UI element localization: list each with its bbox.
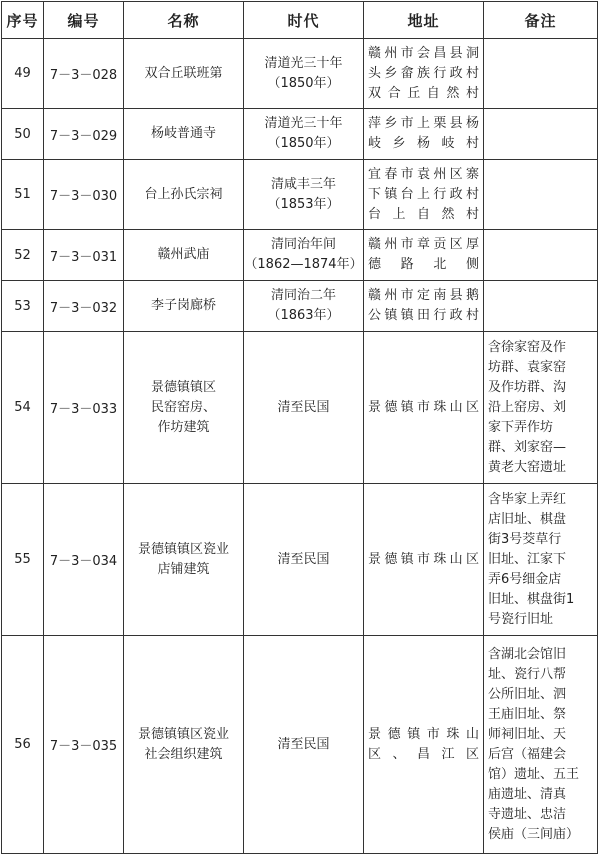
name-cell xyxy=(124,484,244,636)
cell-line: 民窑窑房、 xyxy=(150,399,216,415)
code-cell: 7－3－032 xyxy=(44,281,124,332)
header-name: 名称 xyxy=(124,2,244,39)
header-serial: 序号 xyxy=(2,2,44,39)
code-cell: 7－3－030 xyxy=(44,160,124,230)
era-cell xyxy=(244,230,364,281)
cell-line: 清同治二年 xyxy=(270,288,336,303)
cell-line: 景德镇镇区瓷业 xyxy=(137,726,229,742)
cell-line: 双合丘自然村 xyxy=(368,85,479,101)
cell-line: 店旧址、棋盘 xyxy=(488,511,567,527)
serial-cell: 55 xyxy=(2,484,44,636)
notes-cell xyxy=(484,636,598,854)
code-cell: 7－3－031 xyxy=(44,230,124,281)
cell-line: 庙遗址、清真 xyxy=(488,786,567,802)
cell-line: 杨岐普通寺 xyxy=(150,126,216,141)
code-cell: 7－3－034 xyxy=(44,484,124,636)
era-cell xyxy=(244,39,364,109)
cell-line: 街3号茭草行 xyxy=(488,531,562,547)
serial-cell: 49 xyxy=(2,39,44,109)
cell-line: 清至民国 xyxy=(277,399,330,415)
notes-cell xyxy=(484,332,598,484)
notes-cell xyxy=(484,230,598,281)
address-cell xyxy=(364,484,484,636)
cell-line: 清同治年间 xyxy=(270,237,336,252)
address-cell xyxy=(364,160,484,230)
table-row xyxy=(2,636,598,854)
name-cell xyxy=(124,230,244,281)
cell-line: 清道光三十年 xyxy=(264,55,343,71)
cell-line: 店铺建筑 xyxy=(157,561,210,577)
cell-line: 含湖北会馆旧 xyxy=(488,646,567,662)
table-row xyxy=(2,230,598,281)
cell-line: 黄老大窑遗址 xyxy=(488,459,567,475)
cell-line: 德路北侧 xyxy=(368,257,479,272)
cell-line: 赣州市会昌县洞 xyxy=(368,45,479,61)
table-row xyxy=(2,109,598,160)
era-cell xyxy=(244,332,364,484)
address-cell xyxy=(364,636,484,854)
cell-line: 头乡畲族行政村 xyxy=(368,65,479,81)
code-cell: 7－3－035 xyxy=(44,636,124,854)
cell-line: 景德镇镇区瓷业 xyxy=(137,541,229,557)
cell-line: （1853年） xyxy=(267,196,340,212)
cell-line: 赣州市章贡区厚 xyxy=(368,237,479,252)
header-era: 时代 xyxy=(244,2,364,39)
cell-line: 号瓷行旧址 xyxy=(488,611,554,627)
era-cell xyxy=(244,160,364,230)
cell-line: 坊群、袁家窑 xyxy=(488,359,567,375)
cell-line: 李子岗廊桥 xyxy=(150,298,216,313)
cell-line: 萍乡市上栗县杨 xyxy=(368,116,479,131)
serial-cell: 51 xyxy=(2,160,44,230)
cell-line: 清道光三十年 xyxy=(264,116,343,131)
cell-line: 馆）遗址、五王 xyxy=(488,766,580,782)
cell-line: 含徐家窑及作 xyxy=(488,339,567,355)
table-row xyxy=(2,160,598,230)
serial-cell: 54 xyxy=(2,332,44,484)
serial-cell: 56 xyxy=(2,636,44,854)
code-cell: 7－3－029 xyxy=(44,109,124,160)
cell-line: 家下弄作坊 xyxy=(488,419,554,435)
serial-cell: 52 xyxy=(2,230,44,281)
address-cell xyxy=(364,109,484,160)
cell-line: （1862—1874年） xyxy=(244,257,363,272)
cell-line: 后宫（福建会 xyxy=(488,746,567,762)
cell-line: 弄6号细金店 xyxy=(488,571,562,587)
cell-line: 旧址、棋盘街1 xyxy=(488,591,575,607)
cell-line: 下镇台上行政村 xyxy=(368,186,479,202)
address-cell xyxy=(364,332,484,484)
cell-line: 公所旧址、泗 xyxy=(488,686,567,702)
era-cell xyxy=(244,636,364,854)
name-cell xyxy=(124,160,244,230)
address-cell xyxy=(364,39,484,109)
cell-line: （1850年） xyxy=(267,136,340,151)
cell-line: 清至民国 xyxy=(277,736,330,752)
table-row xyxy=(2,39,598,109)
cell-line: （1850年） xyxy=(267,75,340,91)
cell-line: 侯庙（三间庙） xyxy=(488,826,580,842)
code-cell: 7－3－033 xyxy=(44,332,124,484)
cell-line: 清咸丰三年 xyxy=(270,176,336,192)
cell-line: 清至民国 xyxy=(277,551,330,567)
address-cell xyxy=(364,230,484,281)
header-address: 地址 xyxy=(364,2,484,39)
name-cell xyxy=(124,332,244,484)
header-notes: 备注 xyxy=(484,2,598,39)
notes-cell xyxy=(484,109,598,160)
code-cell: 7－3－028 xyxy=(44,39,124,109)
cell-line: 王庙旧址、祭 xyxy=(488,706,567,722)
serial-cell: 53 xyxy=(2,281,44,332)
name-cell xyxy=(124,281,244,332)
cell-line: 旧址、江家下 xyxy=(488,551,567,567)
table-row xyxy=(2,332,598,484)
cell-line: 沿上窑房、刘 xyxy=(488,399,567,415)
era-cell xyxy=(244,109,364,160)
cell-line: 址、瓷行八帮 xyxy=(488,666,567,682)
cell-line: 赣州市定南县鹅 xyxy=(368,288,479,303)
era-cell xyxy=(244,484,364,636)
address-cell xyxy=(364,281,484,332)
cell-line: （1863年） xyxy=(267,308,340,323)
notes-cell xyxy=(484,484,598,636)
table-row xyxy=(2,281,598,332)
cell-line: 及作坊群、沟 xyxy=(488,379,567,395)
notes-cell xyxy=(484,281,598,332)
cell-line: 区、昌江区 xyxy=(368,746,479,762)
cell-line: 景德镇市珠山区 xyxy=(368,399,479,415)
cell-line: 双合丘联班第 xyxy=(144,65,223,81)
header-row xyxy=(2,2,598,39)
name-cell xyxy=(124,636,244,854)
cell-line: 台上孙氏宗祠 xyxy=(144,186,223,202)
table-row xyxy=(2,484,598,636)
cell-line: 宜春市袁州区寨 xyxy=(368,166,479,182)
cell-line: 景德镇镇区 xyxy=(150,379,216,395)
cell-line: 岐乡杨岐村 xyxy=(368,136,479,151)
serial-cell: 50 xyxy=(2,109,44,160)
cell-line: 景德镇市珠山区 xyxy=(368,551,479,567)
cell-line: 赣州武庙 xyxy=(157,247,210,262)
cell-line: 作坊建筑 xyxy=(157,419,210,435)
notes-cell xyxy=(484,160,598,230)
cell-line: 寺遗址、忠洁 xyxy=(488,806,567,822)
cell-line: 师祠旧址、天 xyxy=(488,726,567,742)
cell-line: 社会组织建筑 xyxy=(144,746,223,762)
cell-line: 含毕家上弄红 xyxy=(488,491,567,507)
notes-cell xyxy=(484,39,598,109)
cell-line: 台上自然村 xyxy=(368,206,479,222)
cell-line: 景德镇市珠山 xyxy=(368,726,479,742)
name-cell xyxy=(124,39,244,109)
era-cell xyxy=(244,281,364,332)
heritage-table xyxy=(1,1,598,854)
header-code: 编号 xyxy=(44,2,124,39)
name-cell xyxy=(124,109,244,160)
cell-line: 群、刘家窑— xyxy=(488,439,567,455)
cell-line: 公镇镇田行政村 xyxy=(368,308,479,323)
